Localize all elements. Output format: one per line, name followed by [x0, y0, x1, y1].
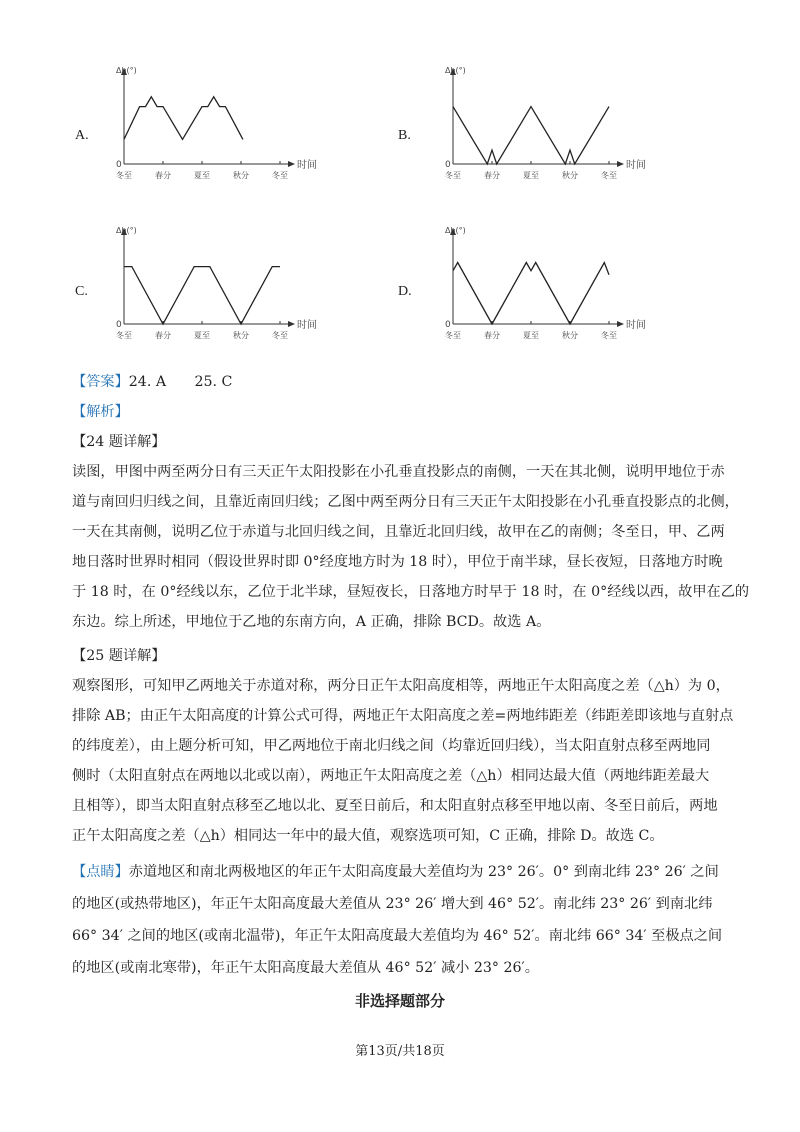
x-tick-label: 冬至 [116, 331, 132, 340]
x-tick-label: 夏至 [523, 331, 539, 340]
option-a-label: A. [75, 128, 89, 143]
q25-line: 且相等），即当太阳直射点移至乙地以北、夏至日前后，和太阳直射点移至甲地以南、冬至日前后，两地 [72, 798, 718, 814]
y-axis-label: Δh(°) [445, 66, 466, 75]
option-b-chart [437, 62, 647, 187]
series-line [124, 97, 243, 140]
y-axis-label: Δh(°) [116, 226, 137, 235]
answer-tag: 【答案】 [72, 374, 129, 390]
option-a-chart [108, 62, 318, 187]
page-footer: 第13页/共18页 [355, 1044, 445, 1059]
x-axis-label: 时间 [297, 160, 317, 171]
x-axis-label: 时间 [626, 320, 646, 331]
q25-line: 的纬度差），由上题分析可知，甲乙两地位于南北归线之间（均靠近回归线），当太阳直射点移至两地同 [72, 738, 711, 754]
q25-line: 观察图形，可知甲乙两地关于赤道对称，两分日正午太阳高度相等，两地正午太阳高度之差（△h）为 0， [72, 678, 730, 694]
x-tick-label: 秋分 [562, 331, 578, 340]
x-tick-label: 夏至 [523, 171, 539, 180]
x-axis-label: 时间 [297, 320, 317, 331]
tip-text: 赤道地区和南北两极地区的年正午太阳高度最大差值均为 23° 26′。0° 到南北纬 23° 26′ 之间 [128, 864, 719, 880]
q24-line: 读图，甲图中两至两分日有三天正午太阳投影在小孔垂直投影点的南侧，一天在其北侧，说明甲地位于赤 [72, 464, 725, 480]
x-axis-arrow [617, 161, 624, 167]
x-tick-label: 春分 [484, 331, 500, 340]
q24-line: 地日落时世界时相同（假设世界时即 0°经度地方时为 18 时），甲位于南半球，昼长夜短，日落地方时晚 [72, 554, 723, 570]
x-axis-arrow [617, 321, 624, 327]
x-tick-label: 春分 [484, 171, 500, 180]
q25-title: 【25 题详解】 [72, 648, 166, 664]
x-tick-label: 春分 [155, 331, 171, 340]
x-tick-label: 冬至 [272, 171, 288, 180]
series-line [453, 263, 609, 325]
option-d-chart [437, 222, 647, 347]
x-tick-label: 秋分 [233, 331, 249, 340]
series-line [124, 267, 280, 324]
x-tick-label: 夏至 [194, 331, 210, 340]
q25-line: 正午太阳高度之差（△h）相同达一年中的最大值，观察选项可知，C 正确，排除 D。故选 C。 [72, 828, 664, 844]
x-axis-label: 时间 [626, 160, 646, 171]
q24-line: 一天在其南侧，说明乙位于赤道与北回归线之间，且靠近北回归线，故甲在乙的南侧；冬至日，甲、乙两 [72, 524, 725, 540]
option-c-label: C. [75, 284, 88, 299]
tip-line: 的地区(或热带地区)，年正午太阳高度最大差值从 23° 26′ 增大到 46° 52′。南北纬 23° 26′ 到南北纬 [72, 896, 713, 912]
x-axis-arrow [288, 161, 295, 167]
answer-line [72, 372, 232, 392]
q24-line: 东边。综上所述，甲地位于乙地的东南方向，A 正确，排除 BCD。故选 A。 [72, 614, 551, 630]
x-tick-label: 冬至 [601, 331, 617, 340]
x-tick-label: 冬至 [116, 171, 132, 180]
option-d-label: D. [398, 284, 412, 299]
x-tick-label: 冬至 [445, 331, 461, 340]
tip-tag: 【点睛】 [72, 864, 129, 880]
answer-text: 24. A 25. C [128, 374, 233, 390]
q25-line: 侧时（太阳直射点在两地以北或以南），两地正午太阳高度之差（△h）相同达最大值（两地纬距差最大 [72, 768, 710, 784]
tip-line: 66° 34′ 之间的地区(或南北温带)，年正午太阳高度最大差值均为 46° 52′。南北纬 66° 34′ 至极点之间 [72, 928, 723, 944]
option-c-chart [108, 222, 318, 347]
origin-label: 0 [116, 320, 122, 330]
series-line [453, 107, 609, 164]
tip-line-first [72, 862, 719, 882]
y-axis-label: Δh(°) [116, 66, 137, 75]
x-axis-arrow [288, 321, 295, 327]
option-b-label: B. [398, 128, 411, 143]
x-tick-label: 秋分 [233, 171, 249, 180]
section-heading: 非选择题部分 [354, 992, 445, 1010]
y-axis-label: Δh(°) [445, 226, 466, 235]
x-tick-label: 冬至 [601, 171, 617, 180]
analysis-tag: 【解析】 [72, 404, 129, 420]
origin-label: 0 [445, 160, 451, 170]
origin-label: 0 [116, 160, 122, 170]
q25-line: 排除 AB；由正午太阳高度的计算公式可得，两地正午太阳高度之差=两地纬距差（纬距差即该地与直射点 [72, 708, 734, 724]
q24-line: 于 18 时，在 0°经线以东，乙位于北半球，昼短夜长，日落地方时早于 18 时，在 0°经线以西，故甲在乙的 [72, 584, 750, 600]
x-tick-label: 冬至 [272, 331, 288, 340]
q24-line: 道与南回归归线之间，且靠近南回归线；乙图中两至两分日有三天正午太阳投影在小孔垂直投影点的北侧， [72, 494, 739, 510]
tip-line: 的地区(或南北寒带)，年正午太阳高度最大差值从 46° 52′ 减小 23° 26′。 [72, 960, 539, 976]
x-tick-label: 冬至 [445, 171, 461, 180]
q24-title: 【24 题详解】 [72, 434, 166, 450]
origin-label: 0 [445, 320, 451, 330]
x-tick-label: 秋分 [562, 171, 578, 180]
x-tick-label: 夏至 [194, 171, 210, 180]
x-tick-label: 春分 [155, 171, 171, 180]
